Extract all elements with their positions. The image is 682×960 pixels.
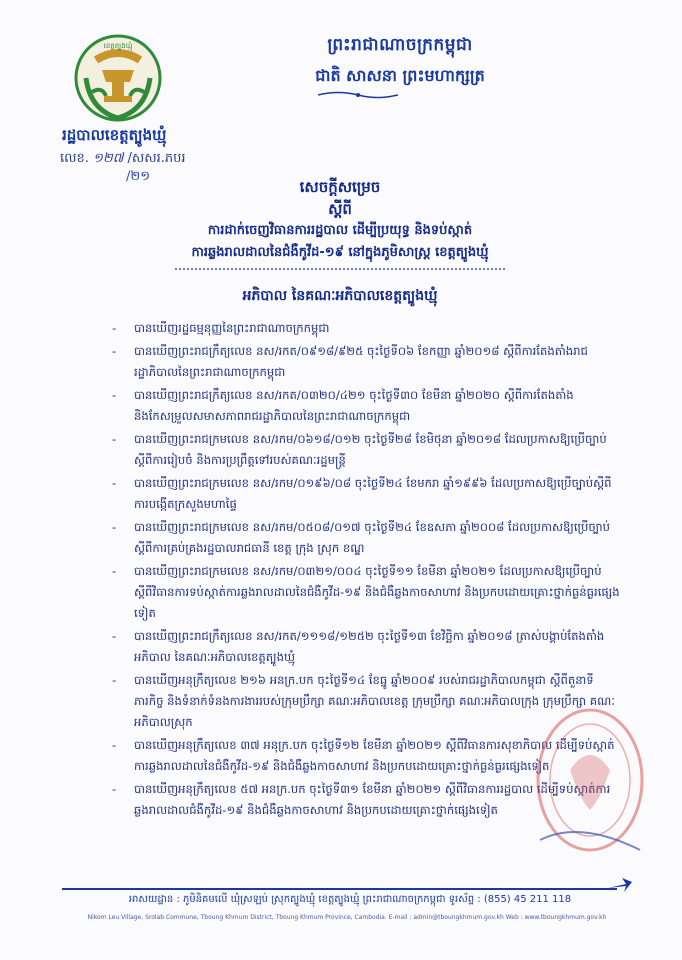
list-item: - បានឃើញព្រះរាជក្រមលេខ នស/រកម/០១៩៦/០៨ ចុះថ្ងៃទី២៤ ខែមករា ឆ្នាំ១៩៩៦ ដែលប្រកាសឱ្យប្រើច្បាប់ស្ដីពីការបង្កើតក្រសួងមហាផ្ទៃ [112,476,612,511]
subject-line-2: ការឆ្លងរាលដាលនៃជំងឺកូវីដ-១៩ នៅក្នុងភូមិសាស្ត្រ ខេត្តត្បូងឃ្មុំ [191,245,489,260]
about-title: ស្ដីពី [328,200,352,218]
reference-number [60,150,186,169]
motto-line: ជាតិ សាសនា ព្រះមហាក្សត្រ [315,66,485,85]
list-item: - បានឃើញព្រះរាជក្រមលេខ នស/រកម/០៣២១/០០៤ ចុះថ្ងៃទី១១ ខែមីនា ឆ្នាំ២០២១ ដែលប្រកាសឱ្យប្រើច្បាប់ ស្ដីពីវិធានការទប់ស្កាត់ការឆ្លងរាលដាលនៃជំងឺកូវីដ-១៩ និងជំងឺឆ្លងកាចសាហាវ និងប្រកបដោយគ្រោះថ្នាក់ធ្ងន់ធ្ងរផ្សេងទៀត [112,564,620,620]
dotted-divider [175,268,505,270]
footer-arrow-icon [608,876,632,892]
list-item: - បានឃើញព្រះរាជក្រឹត្យលេខ នស/រកត/១១១៨/១២៥២ ចុះថ្ងៃទី១៣ ខែវិច្ឆិកា ឆ្នាំ២០១៨ ត្រាស់បង្គាប់តែងតាំងអភិបាល នៃគណៈអភិបាលខេត្តត្បូងឃ្មុំ [112,629,605,664]
list-item: - បានឃើញព្រះរាជក្រមលេខ នស/រកម/០៦១៨/០១២ ចុះថ្ងៃទី២៨ ខែមិថុនា ឆ្នាំ២០១៨ ដែលប្រកាសឱ្យប្រើច្បាប់ស្ដីពីការរៀបចំ និងការប្រព្រឹត្តទៅរបស់គណៈរដ្ឋមន្ត្រី [112,432,607,467]
header-ornament-icon [318,90,398,100]
ref-number: ១២៧ [93,151,124,166]
logo-label: ខេត្តត្បូងឃ្មុំ [103,42,133,50]
subject-line-1: ការដាក់ចេញវិធានការរដ្ឋបាល ដើម្បីប្រយុទ្ធ និងទប់ស្កាត់ [207,223,473,238]
list-item: - បានឃើញរដ្ឋធម្មនុញ្ញនៃព្រះរាជាណាចក្រកម្ពុជា [112,321,330,335]
list-item: - បានឃើញអនុក្រឹត្យលេខ ២១៦ អនក្រ.បក ចុះថ្ងៃទី១៤ ខែធ្នូ ឆ្នាំ២០០៩ របស់រាជរដ្ឋាភិបាលកម្ពុជា ស្ដីពីតួនាទី ភារកិច្ច និងទំនាក់ទំនងការងាររបស់ក្រុមប្រឹក្សា គណៈអភិបាលខេត្ត ក្រុមប្រឹក្សា គណៈអភិបាលក្រុង ក្រុមប្រឹក្សា គណៈអភិបាលស្រុក [112,673,615,729]
footer-address-kh: អាសយដ្ឋាន : ភូមិនិគមលើ ឃុំស្រឡប់ ស្រុកត្បូងឃ្មុំ ខេត្តត្បូងឃ្មុំ ព្រះរាជាណាចក្រកម្ពុជា ទូរស័ព្ទ : (855) 45 211 118 [128,894,572,905]
footer-rule [62,888,617,890]
issuer-province: រដ្ឋបាលខេត្តត្បូងឃ្មុំ [62,126,167,144]
official-seal-icon [520,700,650,870]
authority-title: អភិបាល នៃគណៈអភិបាលខេត្តត្បូងឃ្មុំ [242,288,438,304]
list-item: - បានឃើញអនុក្រឹត្យលេខ ៥៧ អនក្រ.បក ចុះថ្ងៃទី៣១ ខែមីនា ឆ្នាំ២០២១ ស្ដីពីវិធានការរដ្ឋបាល ដើម្បីទប់ស្កាត់ការឆ្លងរាលដាលជំងឺកូវីដ-១៩ និងជំងឺឆ្លងកាចសាហាវ និងប្រកបដោយគ្រោះថ្នាក់ផ្សេងទៀត [112,782,611,817]
doc-type-title: សេចក្ដីសម្រេច [299,178,381,196]
kingdom-header [250,34,550,89]
ref-suffix: /សសរ.ភបរ [127,151,186,166]
kingdom-line: ព្រះរាជាណាចក្រកម្ពុជា [327,35,473,55]
ref-year: /២១ [126,169,151,184]
list-item: - បានឃើញព្រះរាជក្រឹត្យលេខ នស/រកត/០៩១៨/៩២៥ ចុះថ្ងៃទី០៦ ខែកញ្ញា ឆ្នាំ២០១៨ ស្ដីពីការតែងតាំងរាជរដ្ឋាភិបាលនៃព្រះរាជាណាចក្រកម្ពុជា [112,344,588,379]
list-item: - បានឃើញព្រះរាជក្រឹត្យលេខ នស/រកត/០៣២០/៤២១ ចុះថ្ងៃទី៣០ ខែមីនា ឆ្នាំ២០២០ ស្ដីពីការតែងតាំង និងកែសម្រួលសមាសភាពរាជរដ្ឋាភិបាលនៃព្រះរាជាណាចក្រកម្ពុជា [112,388,574,423]
footer-address-en: Nikom Leu Village, Srolab Commune, Tboung Khmum District, Tboung Khmum Province, Cambodia. E-mail : admin@tboungkhmum.gov.kh Web : www.tboungkhmum.gov.kh [87,914,607,921]
list-item: - បានឃើញព្រះរាជក្រមលេខ នស/រកម/០៥០៨/០១៧ ចុះថ្ងៃទី២៤ ខែឧសភា ឆ្នាំ២០០៨ ដែលប្រកាសឱ្យប្រើច្បាប់ ស្ដីពីការគ្រប់គ្រងរដ្ឋបាលរាជធានី ខេត្ត ក្រុង ស្រុក ខណ្ឌ [112,520,611,555]
list-item: - បានឃើញអនុក្រឹត្យលេខ ៣៧ អនុក្រ.បក ចុះថ្ងៃទី១២ ខែមីនា ឆ្នាំ២០២១ ស្ដីពីវិធានការសុខាភិបាល ដើម្បីទប់ស្កាត់ការឆ្លងរាលដាលនៃជំងឺកូវីដ-១៩ និងជំងឺឆ្លងកាចសាហាវ និងប្រកបដោយគ្រោះថ្នាក់ធ្ងន់ធ្ងរផ្សេងទៀត [112,738,615,773]
ref-prefix: លេខ. [60,151,89,166]
